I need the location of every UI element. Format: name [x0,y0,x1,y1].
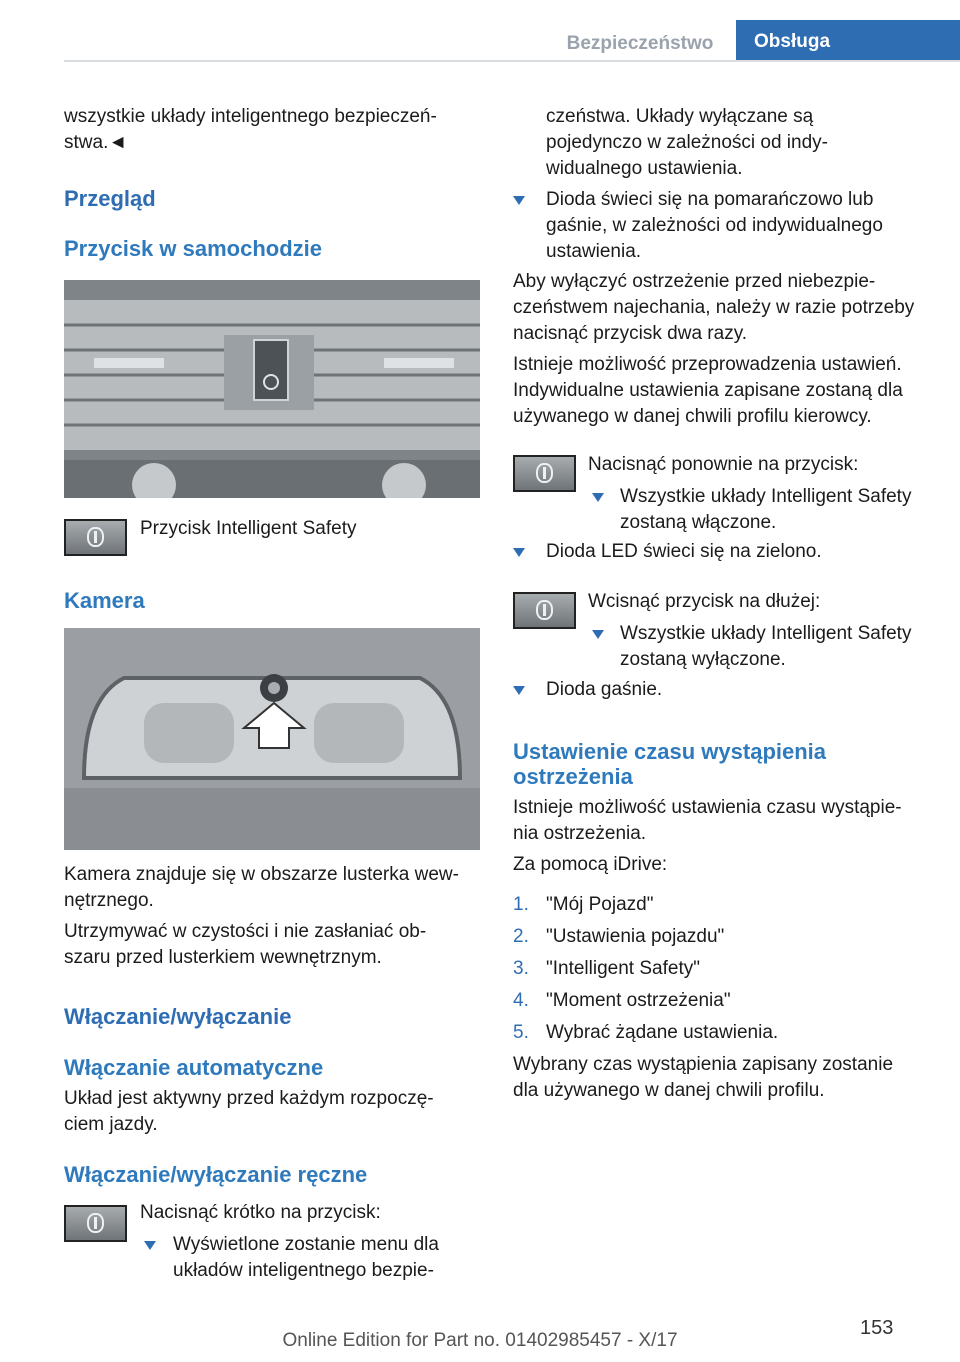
camera-text-1: Kamera znajduje się w obszarze lusterka wew‐ [64,864,459,885]
cont-3: widualnego ustawienia. [546,158,743,179]
para1-2: czeństwem najechania, należy w razie potrzeby [513,297,915,318]
step-number: 4. [513,990,529,1011]
bullet1-3: ustawienia. [546,241,642,262]
step-text: Wybrać żądane ustawienia. [546,1022,779,1043]
camera-text-2: nętrznego. [64,890,154,911]
bullet-triangle-icon [144,1241,156,1250]
camera-text-3: Utrzymywać w czystości i nie zasłaniać ob‐ [64,921,427,942]
heading-camera: Kamera [64,588,145,613]
rear-window-illustration [64,628,480,850]
camera-photo [64,628,480,850]
auto-text-1: Układ jest aktywny przed każdym rozpoczę‐ [64,1088,434,1109]
heading-auto: Włączanie automatyczne [64,1055,324,1080]
heading-button: Przycisk w samochodzie [64,236,322,261]
dashboard-illustration [64,280,480,498]
intro-line-2: stwa.◄ [64,132,128,153]
camera-text-4: szaru przed lusterkiem wewnętrznym. [64,947,382,968]
press-again: Nacisnąć ponownie na przycisk: [588,454,859,475]
time-text-2: nia ostrzeżenia. [513,823,647,844]
step-text: "Mój Pojazd" [546,894,654,915]
heading-manual: Włączanie/wyłączanie ręczne [64,1162,368,1187]
para1-3: nacisnąć przycisk dwa razy. [513,323,748,344]
bullet-triangle-icon [592,493,604,502]
step-text: "Ustawienia pojazdu" [546,926,725,947]
press-long-bullet-2: zostaną wyłączone. [620,649,786,670]
press-again-bullet-1: Wszystkie układy Intelligent Safety [620,486,912,507]
step-number: 2. [513,926,529,947]
para2-2: Indywidualne ustawienia zapisane zostaną dla [513,380,903,401]
header-rule [64,60,960,62]
manual-bullet-1: Wyświetlone zostanie menu dla [173,1234,439,1255]
manual-bullet-2: układów inteligentnego bezpie‐ [173,1260,434,1281]
safety-button-icon [513,592,576,629]
heading-time-2: ostrzeżenia [513,764,633,789]
header-tab: Obsługa [736,20,960,62]
bullet-triangle-icon [513,686,525,695]
step-text: "Intelligent Safety" [546,958,700,979]
step-number: 3. [513,958,529,979]
bullet1-1: Dioda świeci się na pomarańczowo lub [546,189,874,210]
bullet-triangle-icon [513,196,525,205]
heading-time-1: Ustawienie czasu wystąpienia [513,739,827,764]
safety-button-icon [64,1205,127,1242]
safety-button-icon [513,455,576,492]
manual-text: Nacisnąć krótko na przycisk: [140,1202,381,1223]
para1-1: Aby wyłączyć ostrzeżenie przed niebezpie‐ [513,271,876,292]
page-number: 153 [860,1317,894,1339]
heading-overview: Przegląd [64,186,156,211]
press-long-bullet-1: Wszystkie układy Intelligent Safety [620,623,912,644]
idrive-label: Za pomocą iDrive: [513,854,668,875]
bullet-triangle-icon [513,548,525,557]
final-2: dla używanego w danej chwili profilu. [513,1080,825,1101]
header-section: Bezpieczeństwo [566,33,714,54]
step-number: 1. [513,894,529,915]
para2-1: Istnieje możliwość przeprowadzenia ustawień. [513,354,902,375]
led-off: Dioda gaśnie. [546,679,663,700]
auto-text-2: ciem jazdy. [64,1114,158,1135]
para2-3: używanego w danej chwili profilu kierowcy. [513,406,872,427]
final-1: Wybrany czas wystąpienia zapisany zostanie [513,1054,894,1075]
press-long: Wcisnąć przycisk na dłużej: [588,591,821,612]
bullet-triangle-icon [592,630,604,639]
heading-onoff: Włączanie/wyłączanie [64,1004,292,1029]
step-text: "Moment ostrzeżenia" [546,990,731,1011]
caption-button: Przycisk Intelligent Safety [140,518,357,539]
cont-2: pojedynczo w zależności od indy‐ [546,132,828,153]
button-photo [64,280,480,498]
led-green: Dioda LED świeci się na zielono. [546,541,822,562]
press-again-bullet-2: zostaną włączone. [620,512,777,533]
step-number: 5. [513,1022,529,1043]
cont-1: czeństwa. Układy wyłączane są [546,106,814,127]
footer-edition: Online Edition for Part no. 01402985457 - X/17 [282,1330,678,1351]
bullet1-2: gaśnie, w zależności od indywidualnego [546,215,883,236]
time-text-1: Istnieje możliwość ustawienia czasu wystąpie‐ [513,797,902,818]
safety-button-icon [64,519,127,556]
intro-line-1: wszystkie układy inteligentnego bezpieczeń‐ [64,106,437,127]
